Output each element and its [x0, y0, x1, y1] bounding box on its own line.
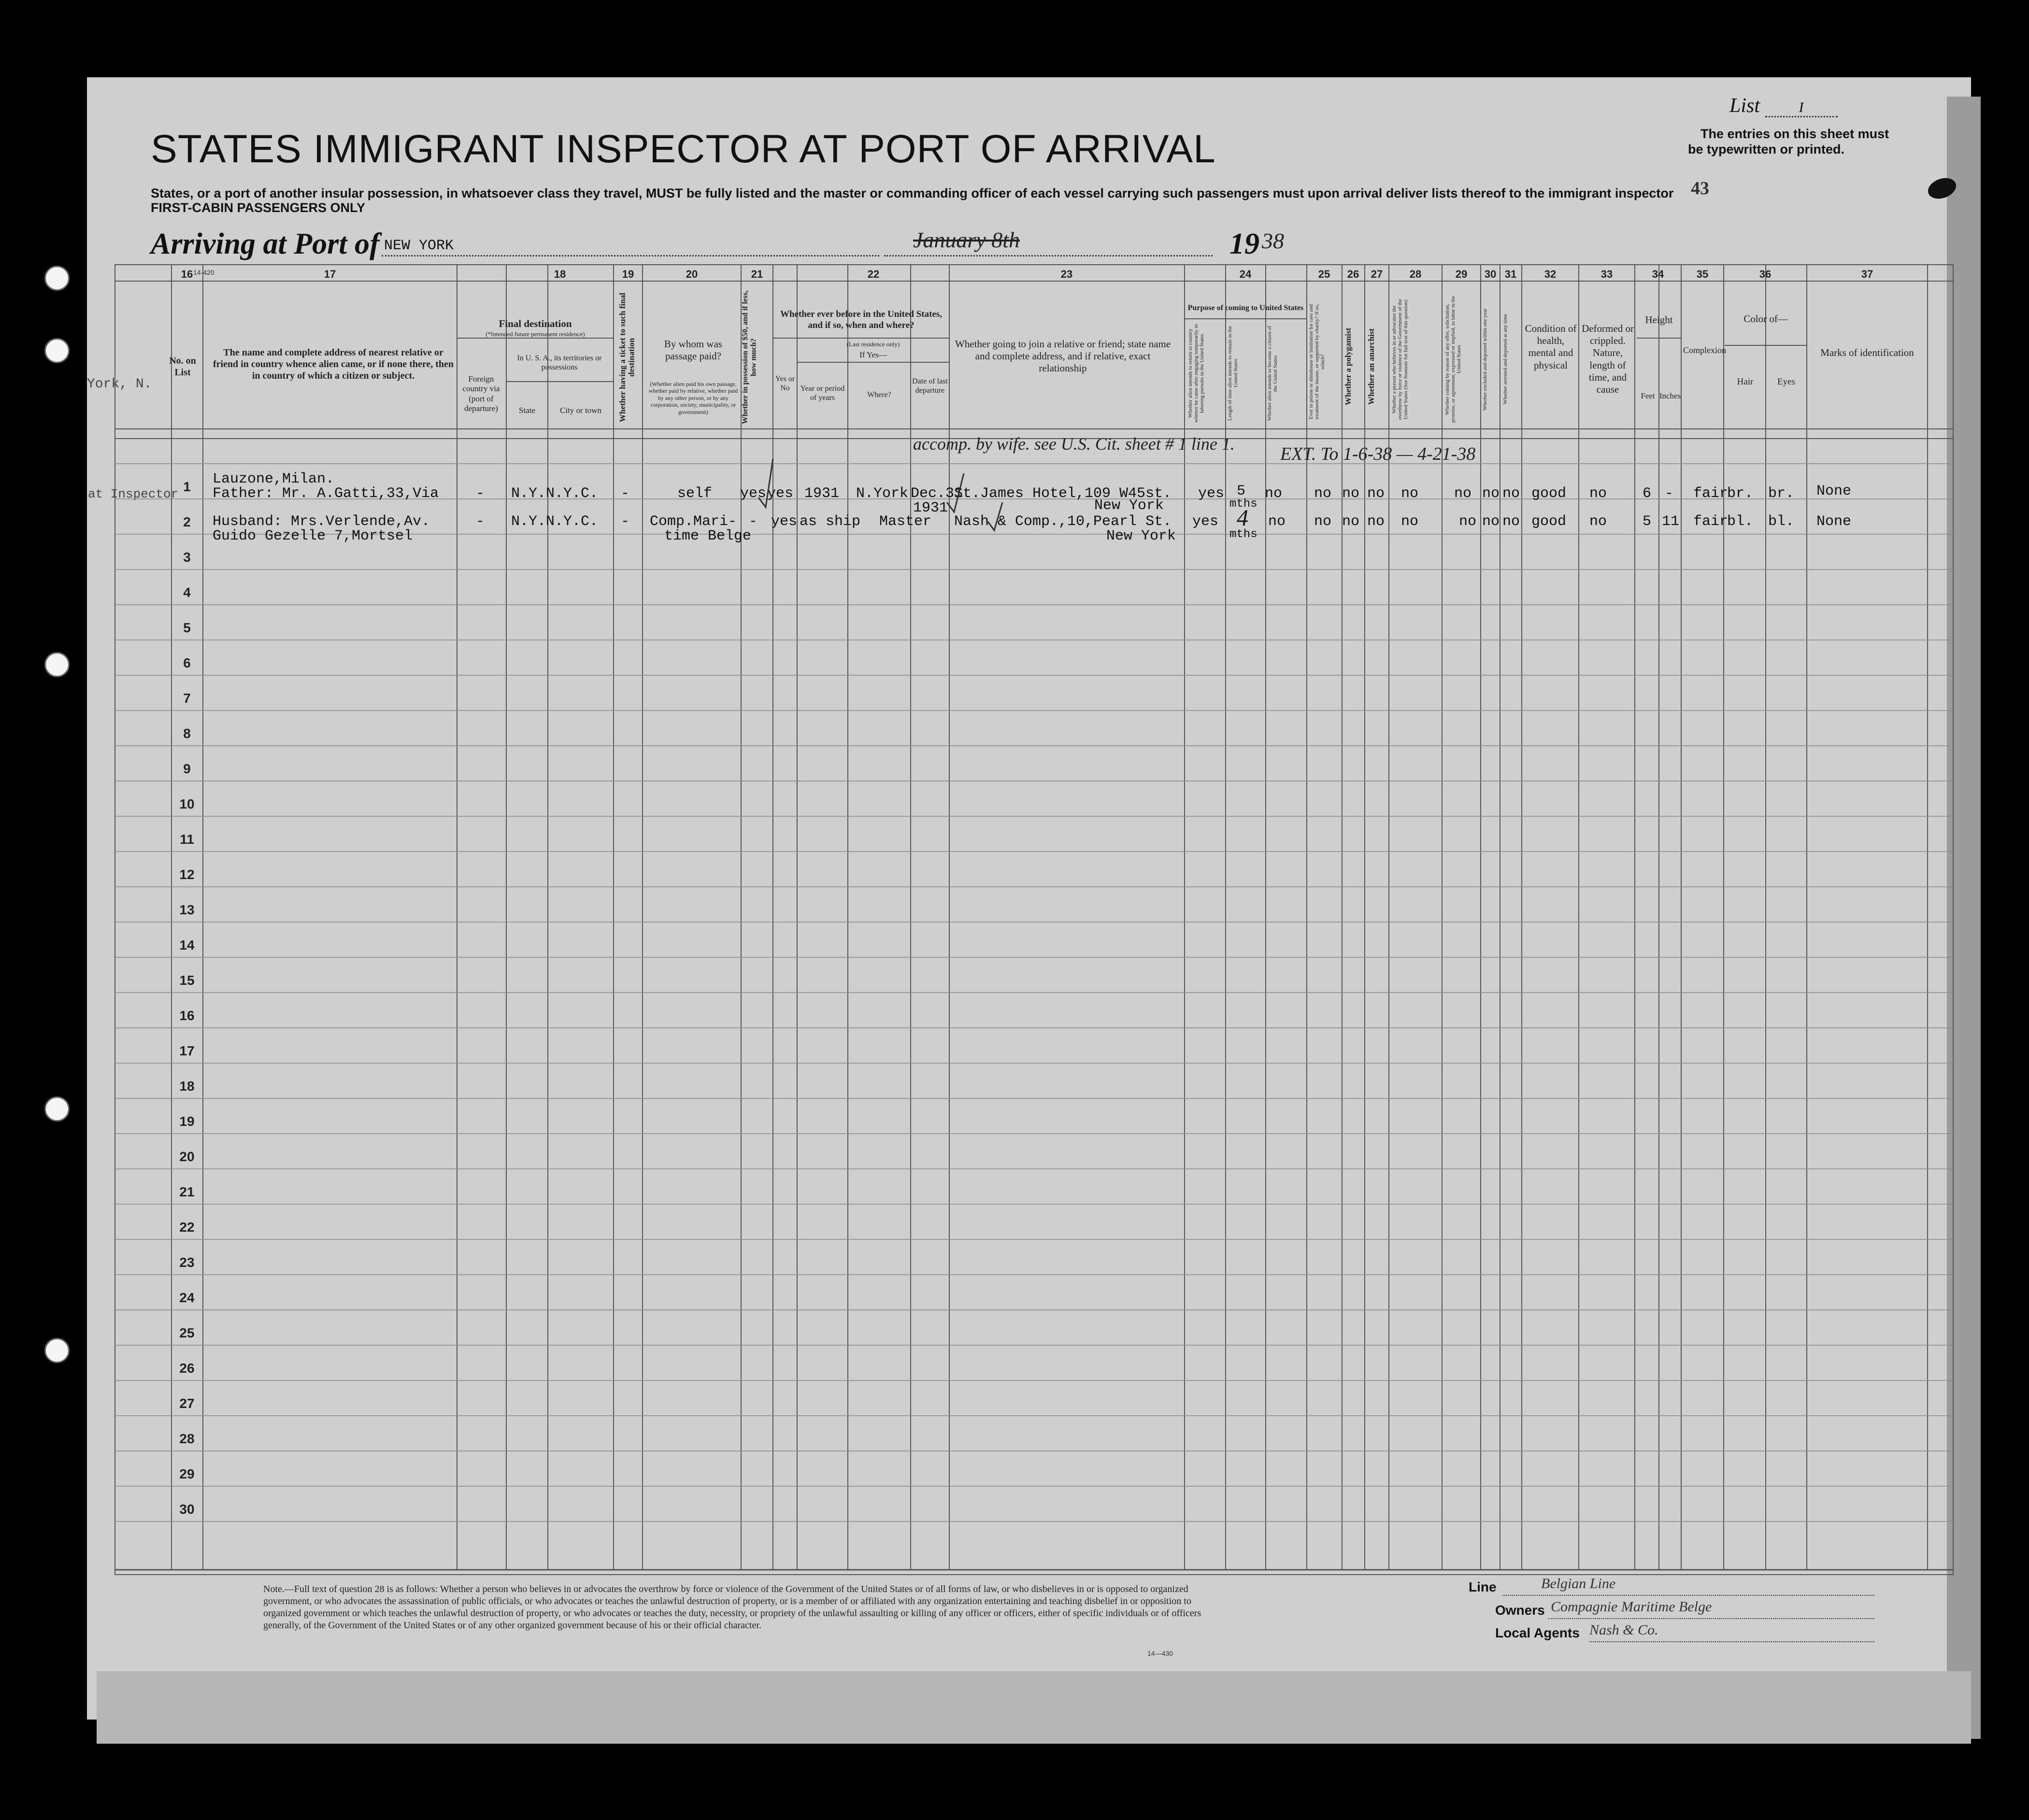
identification-marks: None	[1816, 513, 1852, 530]
agents-value: Nash & Co.	[1589, 1622, 1658, 1638]
excluded: no	[1482, 513, 1500, 530]
length-stay: 5	[1237, 483, 1246, 499]
column-number: 22	[867, 268, 880, 280]
header-where: Where?	[867, 391, 891, 399]
column-number: 37	[1861, 268, 1873, 280]
column-number: 28	[1409, 268, 1422, 280]
column-number: 34	[1652, 268, 1664, 280]
column-number: 35	[1696, 268, 1709, 280]
header-feet: Feet	[1641, 391, 1655, 400]
row-number: 3	[183, 550, 191, 565]
row-number: 20	[179, 1149, 195, 1164]
excluded: no	[1482, 485, 1500, 502]
health: good	[1531, 485, 1567, 502]
form-code-top: 14-420	[193, 269, 214, 276]
margin-text-top: York, N.	[87, 377, 152, 392]
height-feet: 6	[1643, 485, 1652, 502]
header-marks: Marks of identification	[1820, 347, 1914, 358]
before-yes-no: yes	[771, 513, 798, 530]
year-prefix: 19	[1229, 228, 1259, 260]
row-number: 29	[179, 1466, 195, 1481]
footer-form-code: 14—430	[1147, 1649, 1173, 1657]
row-number: 21	[179, 1184, 195, 1199]
header-passage-paid: By whom was passage paid?	[664, 338, 723, 362]
deformed: no	[1589, 485, 1607, 502]
ticket: -	[621, 485, 630, 502]
column-number: 21	[751, 268, 763, 280]
intends-citizen: no	[1268, 513, 1286, 530]
row-number: 9	[183, 761, 191, 776]
header-state: State	[519, 406, 535, 415]
eye-color: br.	[1768, 485, 1795, 502]
line-label: Line	[1469, 1579, 1497, 1594]
header-nearest-relative: The name and complete address of nearest relative or friend in country whence alien came, or if none there, then in country of which a citizen or subject.	[213, 347, 454, 381]
dest-state: N.Y.	[511, 513, 546, 530]
purpose: yes	[1192, 513, 1219, 530]
identification-marks: None	[1816, 483, 1852, 499]
header-foreign-country: Foreign country via (port of departure)	[462, 374, 500, 413]
accompanied-note: accomp. by wife. see U.S. Cit. sheet # 1 line 1.	[913, 434, 1235, 454]
header-final-destination: Final destination	[499, 318, 572, 329]
header-eyes: Eyes	[1777, 377, 1795, 387]
row-number: 19	[179, 1114, 195, 1129]
before-year: as ship	[800, 513, 861, 530]
header-purpose-a: Whether alien intends to return to country whence he came after engaging temporarily in laboring pursuits in the United States	[1187, 324, 1205, 423]
column-number: 25	[1318, 268, 1330, 280]
row-number: 1	[183, 479, 191, 494]
row-number: 23	[179, 1255, 195, 1270]
length-stay-unit: mths	[1229, 498, 1257, 511]
date-last-departure: 1931	[913, 500, 948, 516]
before-where: N.York	[856, 485, 909, 502]
row-number: 7	[183, 691, 191, 706]
before-year: 1931	[804, 485, 840, 502]
header-in-usa: In U. S. A., its territories or possessions	[517, 354, 602, 372]
purpose: yes	[1198, 485, 1225, 502]
row-number: 4	[183, 585, 191, 600]
dest-city: N.Y.C.	[546, 485, 599, 502]
paid-by: self	[677, 485, 713, 502]
arriving-label: Arriving at Port of	[151, 228, 380, 260]
height-inches: 11	[1662, 513, 1680, 530]
header-year: Year or period of years	[800, 384, 845, 402]
column-number: 33	[1600, 268, 1613, 280]
eye-color: bl.	[1768, 513, 1795, 530]
header-purpose: Purpose of coming to United States	[1187, 304, 1304, 312]
header-offer-labor: Whether coming by reason of any offer, solicitation, promise, or agreement, expressed or implied, to labor in the United States	[1444, 296, 1462, 423]
header-purpose-b: Length of time alien intends to remain in the United States	[1227, 326, 1239, 421]
column-number: 29	[1455, 268, 1468, 280]
row-number: 2	[183, 514, 191, 529]
page-title: STATES IMMIGRANT INSPECTOR AT PORT OF ARRIVAL	[151, 127, 1216, 171]
header-anarchist: Whether an anarchist	[1367, 328, 1376, 405]
length-stay: 4	[1237, 505, 1248, 531]
agents-underline	[1589, 1641, 1874, 1642]
row-number: 8	[183, 726, 191, 741]
header-inches: Inches	[1659, 391, 1681, 400]
row-number: 10	[179, 796, 195, 811]
foreign-country: -	[476, 513, 485, 530]
column-number: 23	[1060, 268, 1073, 280]
arrested: no	[1502, 513, 1520, 530]
height-inches: -	[1665, 485, 1674, 502]
list-value: I	[1765, 100, 1838, 117]
nearest-relative: Husband: Mrs.Verlende,Av.	[213, 513, 430, 530]
overthrow: no	[1401, 513, 1419, 530]
fifty-dollars: yes	[740, 485, 767, 502]
deformed: no	[1589, 513, 1607, 530]
paid-by: Comp.Mari-	[650, 513, 737, 530]
paid-by-line-2: time Belge	[664, 528, 752, 544]
join-relative: Nash & Comp.,10,Pearl St.	[954, 513, 1172, 530]
checkmark-icon	[758, 459, 773, 507]
header-hair: Hair	[1737, 377, 1754, 387]
anarchist: no	[1367, 485, 1385, 502]
hair-color: bl.	[1727, 513, 1754, 530]
checkmark-icon	[988, 502, 1002, 530]
column-number: 30	[1484, 268, 1497, 280]
row-number: 6	[183, 655, 191, 670]
sheet-number: 43	[1691, 178, 1709, 199]
row-number: 30	[179, 1502, 195, 1517]
row-number: 26	[179, 1361, 195, 1376]
header-yes-no: Yes or No	[775, 375, 795, 393]
header-final-destination-sub: (*Intended future permanent residence)	[486, 330, 585, 338]
header-no-on-list: No. on List	[169, 355, 196, 378]
column-number: 18	[554, 268, 566, 280]
date-last-departure: Dec.31	[911, 485, 963, 502]
nearest-relative-address: Guido Gezelle 7,Mortsel	[213, 528, 413, 544]
header-fifty-dollars: Whether in possession of $50, and if less, how much?	[741, 290, 758, 425]
header-height: Height	[1645, 314, 1673, 326]
line-underline	[1502, 1595, 1874, 1596]
anarchist: no	[1367, 513, 1385, 530]
column-number: 19	[622, 268, 634, 280]
complexion: fair	[1693, 513, 1729, 530]
join-relative-city: New York	[1094, 498, 1164, 514]
header-purpose-c: Whether alien intends to become a citizen of the United States	[1267, 326, 1279, 421]
header-overthrow: Whether a person who believes in or advocates the overthrow by force or violence of the Government of the United States (See footnote for full text of this question)	[1391, 299, 1409, 420]
header-deformed: Deformed or crippled. Nature, length of time, and cause	[1582, 323, 1634, 395]
owners-label: Owners	[1495, 1603, 1545, 1618]
typewritten-note-2: be typewritten or printed.	[1688, 142, 1845, 156]
polygamist: no	[1342, 513, 1360, 530]
passenger-name: Lauzone,Milan.	[213, 471, 335, 487]
row-number: 14	[179, 938, 195, 953]
ticket: -	[621, 513, 630, 530]
row-number: 22	[179, 1220, 195, 1235]
header-arrested: Whether arrested and deported at any time	[1502, 314, 1508, 405]
before-where: Master	[879, 513, 932, 530]
column-number: 36	[1759, 268, 1772, 280]
nearest-relative: Father: Mr. A.Gatti,33,Via	[213, 485, 439, 502]
list-label: List I	[1729, 94, 1838, 117]
checkmark-icon	[947, 473, 964, 512]
intends-citizen: no	[1265, 485, 1283, 502]
owners-value: Compagnie Maritime Belge	[1551, 1599, 1712, 1615]
offer-labor: no	[1459, 513, 1477, 530]
row-number: 13	[179, 902, 195, 917]
header-prison: Ever in prison or almshouse or institution for care and treatment of the insane, or supported by charity? If so, which?	[1308, 304, 1326, 420]
header-if-yes: If Yes—	[859, 350, 887, 359]
row-number: 16	[179, 1008, 195, 1023]
header-color: Color of—	[1743, 313, 1788, 325]
column-number: 17	[324, 268, 336, 280]
extension-note: EXT. To 1-6-38 — 4-21-38	[1280, 444, 1476, 464]
footnote-question-28: Note.—Full text of question 28 is as follows: Whether a person who believes in or advocates the overthrow by force or violence of the Government of the United States or of all forms of law, or who disbelieves in or is opposed to organized government, or who advocates the assassination of public officials, or who advocates or teaches the unlawful destruction of property, or is a member of or affiliated with any organization entertaining and teaching disbelief in or opposition to organized government or which teaches the unlawful destruction of property, or who advocates or teaches the duty, necessity, or propriety of the unlawful assaulting or killing of any officer or officers, either of specific individuals or of officers generally, of the Government of the United States or of any other organized government because of his or their official character.	[263, 1584, 1201, 1631]
health: good	[1531, 513, 1567, 530]
column-number: 31	[1504, 268, 1517, 280]
column-number: 26	[1347, 268, 1359, 280]
row-number: 12	[179, 867, 195, 882]
row-number: 18	[179, 1079, 195, 1094]
row-number: 17	[179, 1043, 195, 1058]
fifty-dollars: -	[749, 513, 758, 530]
header-passage-paid-sub: (Whether alien paid his own passage, whether paid by relative, whether paid by any other person, or by any corporation, society, municipality, or government)	[648, 381, 738, 415]
row-number: 24	[179, 1290, 195, 1305]
join-relative-city: New York	[1106, 528, 1176, 544]
agents-label: Local Agents	[1495, 1625, 1580, 1640]
port-name: NEW YORK	[384, 238, 454, 254]
height-feet: 5	[1643, 513, 1652, 530]
margin-text-mid: at Inspector	[88, 487, 179, 501]
hair-color: br.	[1727, 485, 1754, 502]
row-number: 25	[179, 1325, 195, 1340]
header-polygamist: Whether a polygamist	[1343, 327, 1353, 406]
arrival-date: January 8th	[913, 228, 1020, 252]
arrested: no	[1502, 485, 1520, 502]
instruction-text: States, or a port of another insular possession, in whatsoever class they travel, MUST be fully listed and the master or commanding officer of each vessel carrying such passengers must upon arrival deliver lists thereof to the immigrant inspector	[151, 186, 1674, 200]
owners-underline	[1548, 1618, 1874, 1619]
line-value: Belgian Line	[1541, 1576, 1616, 1592]
header-join-relative: Whether going to join a relative or friend; state name and complete address, and if relative, exact relationship	[955, 338, 1171, 374]
row-number: 5	[183, 620, 191, 635]
header-city: City or town	[560, 406, 601, 415]
column-number: 27	[1371, 268, 1383, 280]
length-stay-unit: mths	[1229, 528, 1257, 541]
column-number: 32	[1544, 268, 1557, 280]
prison: no	[1314, 485, 1332, 502]
row-number: 11	[180, 832, 194, 847]
header-excluded: Whether excluded and deported within one year	[1482, 308, 1488, 411]
column-number: 16	[181, 268, 193, 280]
header-health: Condition of health, mental and physical	[1525, 323, 1577, 371]
dest-state: N.Y.	[511, 485, 546, 502]
polygamist: no	[1342, 485, 1360, 502]
passenger-class: FIRST-CABIN PASSENGERS ONLY	[151, 200, 366, 215]
dest-city: N.Y.C.	[546, 513, 599, 530]
column-number: 24	[1239, 268, 1252, 280]
row-number: 27	[179, 1396, 195, 1411]
year-handwritten: 38	[1262, 228, 1284, 253]
column-number: 20	[686, 268, 698, 280]
complexion: fair	[1693, 485, 1729, 502]
foreign-country: -	[476, 485, 485, 502]
header-before-sub: (Last residence only)	[846, 341, 900, 348]
prison: no	[1314, 513, 1332, 530]
before-yes-no: yes	[767, 485, 794, 502]
row-number: 28	[179, 1431, 195, 1446]
header-before-in-us: Whether ever before in the United States, and if so, when and where?	[780, 309, 943, 330]
typewritten-note-1: The entries on this sheet must	[1700, 127, 1889, 141]
overthrow: no	[1401, 485, 1419, 502]
offer-labor: no	[1454, 485, 1472, 502]
row-number: 15	[179, 973, 195, 988]
join-relative: St.James Hotel,109 W45st.	[954, 485, 1172, 502]
header-complexion: Complexion	[1683, 345, 1726, 355]
header-ticket: Whether having a ticket to such final destination	[618, 293, 636, 422]
header-date-departure: Date of last departure	[912, 377, 948, 395]
